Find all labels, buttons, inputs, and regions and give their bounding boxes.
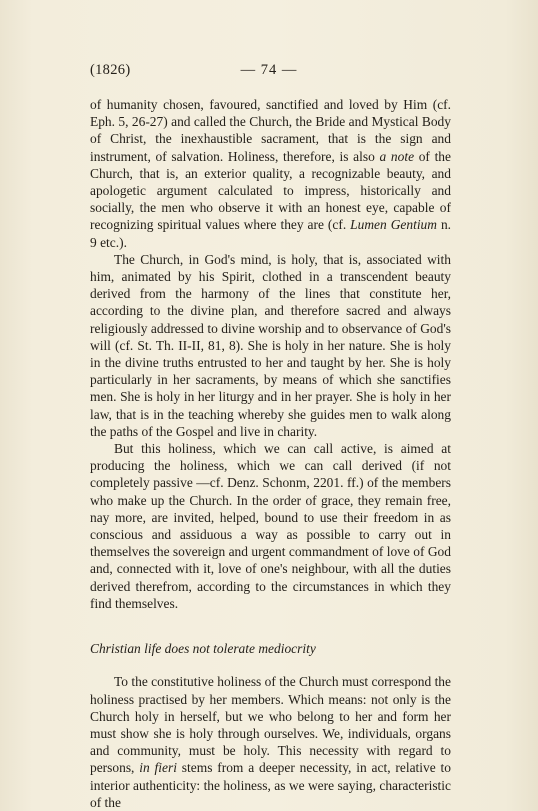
paragraph-2: The Church, in God's mind, is holy, that is, associated with him, animated by his Spirit, clothed in a transcendent beauty derived from the harmony of the lines that constitute her, according to the divine plan, and therefore sacred and always religiously addressed to divine worship and to observance of God's will (cf. St. Th. II-II, 81, 8). She is holy in her nature. She is holy in the divine truths entrusted to her and taught by her. She is holy particularly in her sacraments, by means of which she sanctifies men. She is holy in her liturgy and in her prayer. She is holy in her law, that is in the teaching whereby she guides men to walk along the paths of the Gospel and live in charity. (90, 251, 451, 439)
paragraph-1-text-a: of humanity chosen, favoured, sanctified and loved by Him (cf. Eph. 5, 26-27) and called the Church, the Bride and Mystical Body of Christ, the inexhaustible sacrament, that is the sign and instrument, of salvation. Holiness, therefore, is also (90, 97, 451, 164)
paragraph-1-text-e: n. 9 etc.). (90, 217, 452, 250)
paragraph-4-text-c: stems from a deeper necessity, in act, relative to interior authenticity: the holiness, as we were saying, characteristic of the (90, 760, 452, 810)
paragraph-4 (90, 673, 451, 811)
paragraph-4-text-a: To the constitutive holiness of the Church must correspond the holiness practised by her members. Which means: not only is the Church holy in herself, but we who belong to her and form her must show she is holy through ourselves. We, individuals, organs and community, must be holy. This necessity with regard to persons, (90, 674, 451, 776)
section-heading: Christian life does not tolerate mediocrity (90, 641, 316, 657)
note-emphasis: a note (379, 148, 415, 164)
paragraph-3: But this holiness, which we can call active, is aimed at producing the holiness, which we can call derived (if not completely passive —cf. Denz. Schonm, 2201. ff.) of the members who make up the Church. In the order of grace, they remain free, nay more, are invited, helped, bound to use their freedom in as conscious and assiduous a way as possible to carry out in themselves the sovereign and urgent commandment of love of God and, connected with it, love of one's neighbour, with all the duties derived therefrom, according to the circumstances in which they find themselves. (90, 441, 451, 611)
paragraph-1-text-c: of the Church, that is, an exterior quality, a recognizable beauty, and apologetic argument calculated to impress, historically and socially, the men who observe it with an honest eye, capable of recognizing spiritual values where they are (cf. (90, 148, 451, 233)
document-code: (1826) (90, 62, 131, 78)
lumen-gentium-title: Lumen Gentium (350, 217, 437, 233)
page-header (90, 62, 448, 84)
body-text (90, 96, 451, 811)
page-number: — 74 — (240, 62, 298, 78)
paragraph-1 (90, 96, 451, 251)
in-fieri-emphasis: in fieri (139, 760, 177, 776)
